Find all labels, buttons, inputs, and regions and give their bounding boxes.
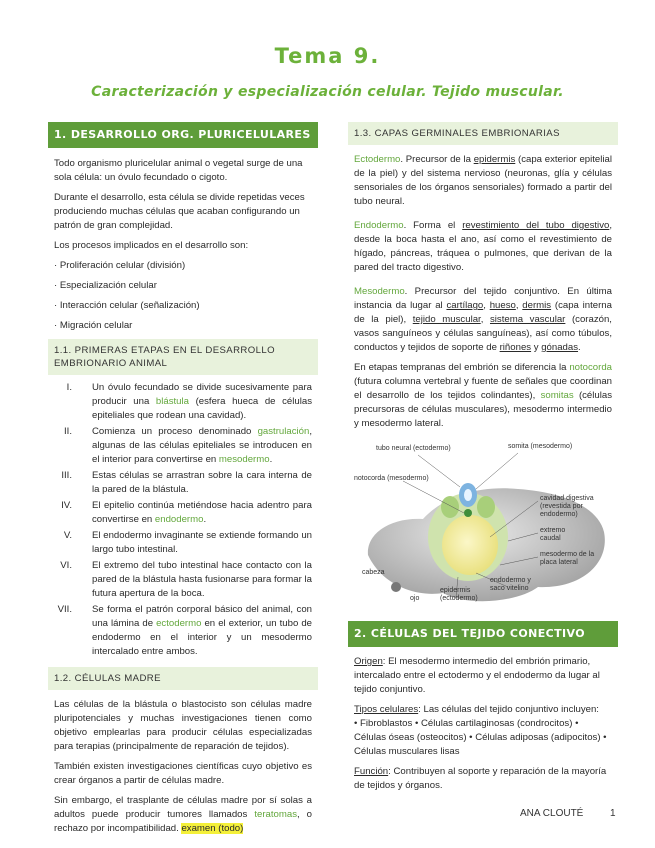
paragraph-notocorda: En etapas tempranas del embrión se diferencia la notocorda (futura columna vertebral y fuente de señales que coordinan el desarrollo de los tejidos colindantes), somitas (células precursoras de células musculares), mesodermo intermedio y mesodermo lateral. [354,362,612,429]
paragraph-tipos: Tipos celulares: Las células del tejido conjuntivo incluyen: [354,704,599,715]
process-list [54,259,312,333]
list-item: III. Estas células se arrastran sobre la cara interna de la pared de la blástula. [61,470,312,495]
paragraph: Durante el desarrollo, esta célula se divide repetidas veces produciendo muchas células que acaban configurando un patrón de gran complejidad. [54,192,305,231]
right-column [348,122,618,799]
list-item: I. Un óvulo fecundado se divide sucesivamente para producir una blástula (esfera hueca de células epiteliales que rodean una cavidad). [66,382,312,421]
paragraph: También existen investigaciones científicas cuyo objetivo es crear órganos a partir de células madre. [54,761,312,786]
list-item: IV. El epitelio continúa metiéndose hacia adentro para convertirse en endodermo. [61,500,312,525]
page-subtitle: Caracterización y especialización celular. Tejido muscular. [91,84,564,100]
footer-page-number: 1 [610,808,616,819]
list-item: · Migración celular [54,320,133,331]
paragraph-origen: Origen: El mesodermo intermedio del embrión primario, intercalado entre el ectodermo y el endodermo da lugar al tejido conjuntivo. [354,656,600,695]
label-notocorda: notocorda (mesodermo) [354,475,429,482]
section-2-body [348,655,618,793]
steps-list [48,381,312,659]
paragraph-funcion: Función: Contribuyen al soporte y reparación de la mayoría de tejidos y órganos. [354,766,607,791]
label-cabeza: cabeza [362,569,385,576]
embryo-illustration [348,437,618,609]
embryo-figure [348,437,618,609]
paragraph-mesodermo: Mesodermo. Precursor del tejido conjuntivo. En última instancia da lugar al cartílago, hueso, dermis (capa interna de la piel), tejido muscular, sistema vascular (corazón, vasos sanguíneos y células sanguíneas), así como túbulos, conductos y tejidos de soporte de riñones y gónadas. [354,286,612,353]
section-1-body [48,157,318,333]
list-item: V. El endodermo invaginante se extiende formando un largo tubo intestinal. [63,530,312,555]
paragraph: Los procesos implicados en el desarrollo son: [54,240,249,251]
footer-author: ANA CLOUTÉ [520,808,584,819]
tipos-list: • Fibroblastos • Células cartilaginosas (condrocitos) • Células óseas (osteocitos) • Células adiposas (adipocitos) • Células musculares lisas [354,718,607,757]
label-cavidad: cavidad digestiva (revestida por endodermo) [540,495,594,518]
list-item: · Especialización celular [54,280,157,291]
section-1-1-body [48,381,318,659]
section-2-heading: 2. CÉLULAS DEL TEJIDO CONECTIVO [348,621,618,647]
paragraph-ectodermo: Ectodermo. Precursor de la epidermis (capa exterior epitelial de la piel) y del sistema nervioso (neuronas, glía y células sensoriales de los órganos sensoriales) formado a partir del tubo neural. [354,154,612,207]
label-extremo: extremo caudal [540,527,566,542]
section-1-3-heading: 1.3. CAPAS GERMINALES EMBRIONARIAS [348,122,618,145]
section-1-heading: 1. DESARROLLO ORG. PLURICELULARES [48,122,318,148]
list-item: VI. El extremo del tubo intestinal hace contacto con la pared de la blástula hasta fusionarse para formar la futura apertura de la boca. [60,560,312,599]
label-ojo: ojo [410,595,420,602]
list-item: · Interacción celular (señalización) [54,300,200,311]
label-mesodermo-lateral: mesodermo de la placa lateral [540,551,595,566]
paragraph: Todo organismo pluricelular animal o vegetal surge de una sola célula: un óvulo fecundado o cigoto. [54,158,303,183]
paragraph-endodermo: Endodermo. Forma el revestimiento del tubo digestivo, desde la boca hasta el ano, así como el revestimiento de hígado, páncreas, tráquea o pulmones, que derivan de la pared del tracto digestivo. [354,220,612,273]
section-1-1-heading: 1.1. PRIMERAS ETAPAS EN EL DESARROLLO EMBRIONARIO ANIMAL [48,339,318,375]
label-epidermis: epidermis (ectodermo) [440,587,478,602]
list-item: VII. Se forma el patrón corporal básico del animal, con una lámina de ectodermo en el exterior, un tubo de endodermo en el interior y un mesodermo intercalado entre ambos. [57,604,312,657]
section-1-2-body [48,698,318,836]
section-1-2-heading: 1.2. CÉLULAS MADRE [48,667,318,690]
paragraph: Sin embargo, el trasplante de células madre por sí solas a adultos puede producir tumores llamados teratomas, o rechazo por incompatibilidad. examen (todo) [54,795,312,834]
list-item: · Proliferación celular (división) [54,260,186,271]
label-tubo-neural: tubo neural (ectodermo) [376,445,451,452]
exam-highlight: examen (todo) [181,823,244,834]
section-1-3-body [348,153,618,431]
label-somita: somita (mesodermo) [508,443,573,450]
list-item: II. Comienza un proceso denominado gastrulación, algunas de las células epiteliales se introducen en el interior para convertirse en mesodermo. [64,426,312,465]
label-endodermo: endodermo y saco vitelino [490,577,531,592]
left-column [48,122,318,842]
paragraph: Las células de la blástula o blastocisto son células madre pluripotenciales y muchas investigaciones tienen como objetivo emplearlas para producir células especializadas para terapias (principalmente de reparación de tejidos). [54,699,312,752]
page-title: Tema 9. [274,44,381,68]
